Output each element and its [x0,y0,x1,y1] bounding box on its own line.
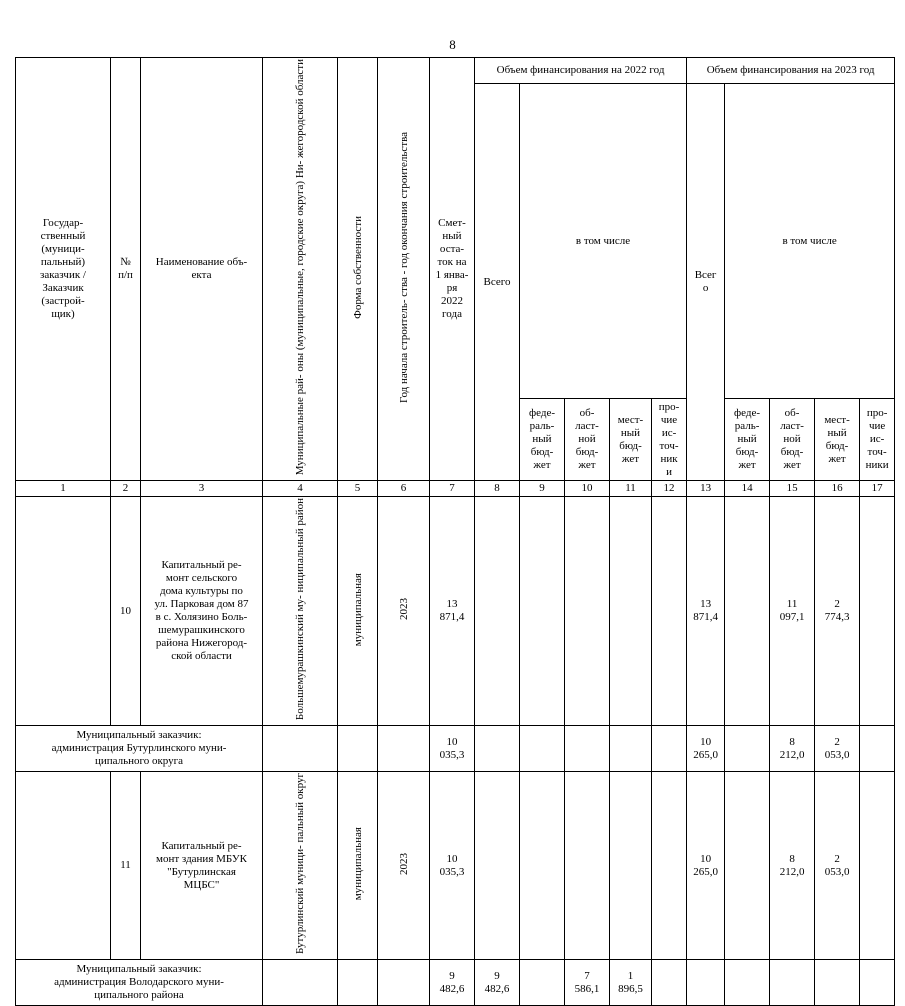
cell-year: 2023 [378,772,430,960]
cell-total-2023 [687,960,725,1006]
cell-total-2023: 13 871,4 [687,497,725,726]
cell-federal-2023 [725,726,770,772]
cell-total-2022: 9 482,6 [475,960,520,1006]
col-number: 9 [520,481,565,497]
col-number: 4 [263,481,338,497]
cell-other-2022 [652,772,687,960]
col-number: 3 [141,481,263,497]
cell-balance: 10 035,3 [430,772,475,960]
col-number: 12 [652,481,687,497]
cell-federal-2023 [725,960,770,1006]
cell-number: 11 [111,772,141,960]
cell-regional-2022: 7 586,1 [565,960,610,1006]
header-federal-2023: феде- раль- ный бюд- жет [725,399,770,481]
cell-balance: 9 482,6 [430,960,475,1006]
col-number: 11 [610,481,652,497]
cell-federal-2022 [520,726,565,772]
header-other-2022: про- чие ис- точ- ник и [652,399,687,481]
table-row [16,772,895,960]
cell-other-2022 [652,497,687,726]
header-including-2022: в том числе [520,84,687,399]
cell-object-name: Капитальный ре- монт сельского дома культуры по ул. Парковая дом 87 в с. Холязино Боль- шемурашкинского района Нижегород- ской области [141,497,263,726]
header-customer: Государ- ственный (муници- пальный) заказчик / Заказчик (застрой- щик) [16,58,111,481]
cell-other-2023 [860,960,895,1006]
cell-regional-2022 [565,726,610,772]
cell-local-2023 [815,960,860,1006]
cell-district: Большемурашкинский му- ниципальный район [263,497,338,726]
cell-balance: 13 871,4 [430,497,475,726]
table-row [16,497,895,726]
cell-balance: 10 035,3 [430,726,475,772]
col-number: 14 [725,481,770,497]
cell-other-2023 [860,726,895,772]
col-number: 2 [111,481,141,497]
cell-federal-2022 [520,960,565,1006]
cell-municipal-customer: Муниципальный заказчик: администрация Бутурлинского муни- ципального округа [16,726,263,772]
cell-other-2023 [860,497,895,726]
column-numbers-row [16,481,895,497]
cell-local-2023: 2 053,0 [815,726,860,772]
cell-total-2022 [475,726,520,772]
cell-local-2022 [610,497,652,726]
cell-district: Бутурлинский муници- пальный округ [263,772,338,960]
col-number: 15 [770,481,815,497]
col-number: 10 [565,481,610,497]
header-ownership: Форма собственности [338,58,378,481]
cell-local-2022 [610,726,652,772]
header-years: Год начала строитель- ства - год окончания строительства [378,58,430,481]
header-financing-2023: Объем финансирования на 2023 год [687,58,895,84]
cell-object-name: Капитальный ре- монт здания МБУК "Бутурлинская МЦБС" [141,772,263,960]
cell-federal-2023 [725,772,770,960]
header-balance: Смет- ный оста- ток на 1 янва- ря 2022 года [430,58,475,481]
cell-regional-2023: 11 097,1 [770,497,815,726]
header-object-name: Наименование объ- екта [141,58,263,481]
cell-ownership [338,960,378,1006]
cell-regional-2022 [565,497,610,726]
header-including-2023: в том числе [725,84,895,399]
header-districts: Муниципальные рай- оны (муниципальные, городские округа) Ни- жегородской области [263,58,338,481]
cell-ownership: муниципальная [338,772,378,960]
col-number: 1 [16,481,111,497]
cell-customer [16,772,111,960]
col-number: 6 [378,481,430,497]
cell-regional-2023: 8 212,0 [770,772,815,960]
cell-year [378,726,430,772]
col-number: 8 [475,481,520,497]
col-number: 5 [338,481,378,497]
cell-federal-2022 [520,497,565,726]
cell-other-2022 [652,960,687,1006]
cell-year [378,960,430,1006]
cell-year: 2023 [378,497,430,726]
header-total-2022: Всего [475,84,520,481]
cell-ownership [338,726,378,772]
header-federal-2022: феде- раль- ный бюд- жет [520,399,565,481]
cell-regional-2023 [770,960,815,1006]
header-local-2022: мест- ный бюд- жет [610,399,652,481]
header-number: № п/п [111,58,141,481]
col-number: 7 [430,481,475,497]
cell-regional-2023: 8 212,0 [770,726,815,772]
cell-federal-2023 [725,497,770,726]
table-row [16,726,895,772]
cell-local-2022 [610,772,652,960]
cell-total-2022 [475,497,520,726]
cell-ownership: муниципальная [338,497,378,726]
cell-federal-2022 [520,772,565,960]
cell-local-2022: 1 896,5 [610,960,652,1006]
header-other-2023: про- чие ис- точ- ники [860,399,895,481]
cell-local-2023: 2 053,0 [815,772,860,960]
header-total-2023: Всег о [687,84,725,481]
cell-district [263,726,338,772]
cell-customer [16,497,111,726]
cell-district [263,960,338,1006]
cell-regional-2022 [565,772,610,960]
cell-municipal-customer: Муниципальный заказчик: администрация Володарского муни- ципального района [16,960,263,1006]
col-number: 13 [687,481,725,497]
financing-table [15,57,895,1006]
header-regional-2023: об- ласт- ной бюд- жет [770,399,815,481]
col-number: 17 [860,481,895,497]
cell-number: 10 [111,497,141,726]
cell-other-2023 [860,772,895,960]
cell-total-2023: 10 265,0 [687,772,725,960]
col-number: 16 [815,481,860,497]
cell-total-2023: 10 265,0 [687,726,725,772]
page-number: 8 [449,37,456,52]
cell-local-2023: 2 774,3 [815,497,860,726]
cell-other-2022 [652,726,687,772]
header-local-2023: мест- ный бюд- жет [815,399,860,481]
header-regional-2022: об- ласт- ной бюд- жет [565,399,610,481]
table-row [16,960,895,1006]
header-financing-2022: Объем финансирования на 2022 год [475,58,687,84]
cell-total-2022 [475,772,520,960]
